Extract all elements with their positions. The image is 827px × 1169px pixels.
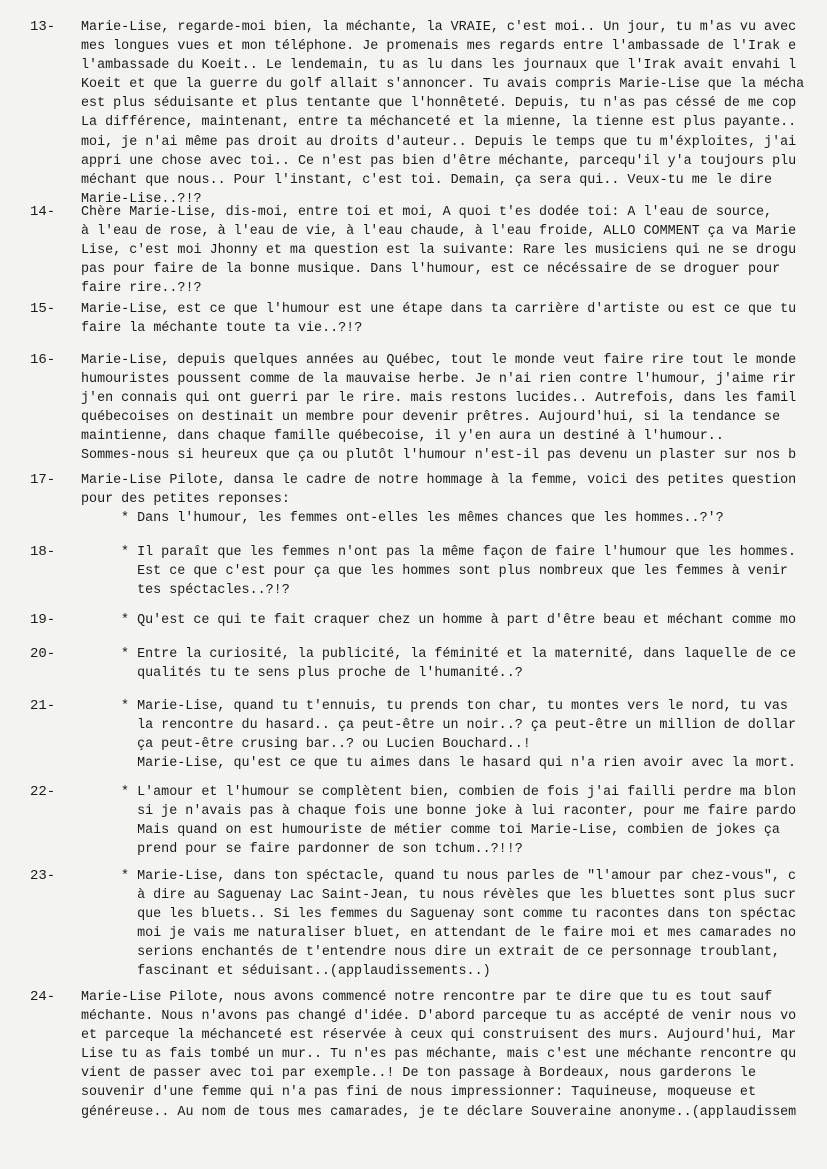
question-text xyxy=(81,203,827,298)
question-number: 24- xyxy=(30,989,56,1005)
text-line: souvenir d'une femme qui n'a pas fini de nous impressionner: Taquineuse, moqueuse et xyxy=(81,1085,756,1101)
text-line: Marie-Lise, regarde-moi bien, la méchante, la VRAIE, c'est moi.. Un jour, tu m'as vu avec xyxy=(81,20,797,35)
text-line: j'en connais qui ont guerri par le rire. mais restons lucides.. Autrefois, dans les famil xyxy=(81,391,797,407)
question-number: 16- xyxy=(30,352,56,368)
question-number: 17- xyxy=(30,472,56,488)
text-line: vient de passer avec toi par exemple..! De ton passage à Bordeaux, nous garderons le xyxy=(81,1066,756,1082)
text-line: que les bluets.. Si les femmes du Saguenay sont comme tu racontes dans ton spéctac xyxy=(121,907,796,923)
text-line: tes spéctacles..?!? xyxy=(121,583,290,599)
text-line: qualités tu te sens plus proche de l'humanité..? xyxy=(121,666,523,682)
text-line: La différence, maintenant, entre ta méchanceté et la mienne, la tienne est plus payante.. xyxy=(81,115,797,131)
text-line: fascinant et séduisant..(applaudissements..) xyxy=(121,964,491,980)
text-line: québecoises on destinait un membre pour devenir prêtres. Aujourd'hui, si la tendance se xyxy=(81,410,781,426)
text-line: humouristes poussent comme de la mauvaise herbe. Je n'ai rien contre l'humour, j'aime rir xyxy=(81,372,797,388)
text-line: Lise, c'est moi Jhonny et ma question est la suivante: Rare les musiciens qui ne se drogu xyxy=(81,243,797,259)
text-line: pour des petites reponses: xyxy=(81,492,290,508)
text-line: Est ce que c'est pour ça que les hommes sont plus nombreux que les femmes à venir xyxy=(121,564,788,580)
question-number: 15- xyxy=(30,301,56,317)
text-line: maintienne, dans chaque famille québecoise, il y'en aura un destiné à l'humour.. xyxy=(81,429,724,445)
text-line: Marie-Lise, qu'est ce que tu aimes dans le hasard qui n'a rien avoir avec la mort. xyxy=(121,756,796,772)
text-line: à l'eau de rose, à l'eau de vie, à l'eau chaude, à l'eau froide, ALLO COMMENT ça va Marie xyxy=(81,224,797,240)
text-line: appri une chose avec toi.. Ce n'est pas bien d'être méchante, parcequ'il y'a toujours plu xyxy=(81,153,797,169)
text-line: mes longues vues et mon téléphone. Je promenais mes regards entre l'ambassade de l'Irak e xyxy=(81,39,797,55)
text-line: moi je vais me naturaliser bluet, en attendant de le faire moi et mes camarades no xyxy=(121,926,796,942)
sub-question-bullet: * Dans l'humour, les femmes ont-elles les mêmes chances que les hommes..?'? xyxy=(121,511,724,526)
question-text xyxy=(121,783,827,859)
text-line: Marie-Lise, depuis quelques années au Québec, tout le monde veut faire rire tout le monde xyxy=(81,353,797,368)
text-line: faire rire..?!? xyxy=(81,281,202,297)
question-number: 18- xyxy=(30,544,56,560)
text-line: Marie-Lise..?!? xyxy=(81,191,202,207)
question-number: 13- xyxy=(30,19,56,35)
question-text xyxy=(121,543,827,600)
question-text xyxy=(81,988,827,1122)
text-line: Lise tu as fais tombé un mur.. Tu n'es pas méchante, mais c'est une méchante rencontre qu xyxy=(81,1047,797,1063)
text-line: * L'amour et l'humour se complètent bien, combien de fois j'ai failli perdre ma blon xyxy=(121,785,796,800)
text-line: * Entre la curiosité, la publicité, la féminité et la maternité, dans laquelle de ce xyxy=(121,647,796,662)
question-number: 21- xyxy=(30,698,56,714)
text-line: * Il paraît que les femmes n'ont pas la même façon de faire l'humour que les hommes. xyxy=(121,545,796,560)
question-number: 20- xyxy=(30,646,56,662)
text-line: méchante. Nous n'avons pas changé d'idée. D'abord parceque tu as accépté de venir nous vo xyxy=(81,1009,797,1025)
text-line: Sommes-nous si heureux que ça ou plutôt l'humour n'est-il pas devenu un plaster sur nos b xyxy=(81,448,797,464)
text-line: Marie-Lise Pilote, dansa le cadre de notre hommage à la femme, voici des petites question xyxy=(81,473,797,488)
text-line: ça peut-être crusing bar..? ou Lucien Bouchard..! xyxy=(121,737,531,753)
question-text xyxy=(81,351,827,466)
text-line: faire la méchante toute ta vie..?!? xyxy=(81,321,363,337)
text-line: pas pour faire de la bonne musique. Dans l'humour, est ce nécéssaire de se droguer pour xyxy=(81,262,781,278)
question-text xyxy=(121,611,827,630)
text-line: est plus séduisante et plus tentante que l'honnêteté. Depuis, tu n'as pas céssé de me cop xyxy=(81,96,797,112)
question-text xyxy=(121,645,827,683)
text-line: Marie-Lise, est ce que l'humour est une étape dans ta carrière d'artiste ou est ce que tu xyxy=(81,302,797,317)
question-text xyxy=(81,18,827,209)
text-line: à dire au Saguenay Lac Saint-Jean, tu nous révèles que les bluettes sont plus sucr xyxy=(121,888,796,904)
question-number: 23- xyxy=(30,868,56,884)
text-line: * Marie-Lise, quand tu t'ennuis, tu prends ton char, tu montes vers le nord, tu vas xyxy=(121,699,788,714)
text-line: Koeit et que la guerre du golf allait s'annoncer. Tu avais compris Marie-Lise que la mécha xyxy=(81,77,805,93)
text-line: généreuse.. Au nom de tous mes camarades, je te déclare Souveraine anonyme..(applaudissem xyxy=(81,1104,797,1120)
text-line: l'ambassade du Koeit.. Le lendemain, tu as lu dans les journaux que l'Irak avait envahi l xyxy=(81,58,797,74)
text-line: et parceque la méchanceté est réservée à ceux qui construisent des murs. Aujourd'hui, Mar xyxy=(81,1028,797,1044)
question-text xyxy=(81,471,827,509)
text-line: méchant que nous.. Pour l'instant, c'est toi. Demain, ça sera qui.. Veux-tu me le dire xyxy=(81,172,773,188)
text-line: la rencontre du hasard.. ça peut-être un noir..? ça peut-être un million de dollar xyxy=(121,718,796,734)
text-line: prend pour se faire pardonner de son tchum..?!!? xyxy=(121,842,523,858)
text-line: * Qu'est ce qui te fait craquer chez un homme à part d'être beau et méchant comme mo xyxy=(121,613,796,628)
question-number: 19- xyxy=(30,612,56,628)
text-line: serions enchantés de t'entendre nous dire un extrait de ce personnage troublant, xyxy=(121,945,780,961)
text-line: si je n'avais pas à chaque fois une bonne joke à lui raconter, pour me faire pardo xyxy=(121,804,796,820)
question-text xyxy=(121,867,827,982)
question-number: 22- xyxy=(30,784,56,800)
text-line: Marie-Lise Pilote, nous avons commencé notre rencontre par te dire que tu es tout sauf xyxy=(81,990,773,1005)
question-number: 14- xyxy=(30,204,56,220)
text-line: Mais quand on est humouriste de métier comme toi Marie-Lise, combien de jokes ça xyxy=(121,823,780,839)
text-line: * Marie-Lise, dans ton spéctacle, quand tu nous parles de "l'amour par chez-vous", c xyxy=(121,869,796,884)
question-text xyxy=(81,300,827,338)
text-line: moi, je n'ai même pas droit au droits d'auteur.. Depuis le temps que tu m'éxploites, j'ai xyxy=(81,134,797,150)
question-text xyxy=(121,697,827,773)
text-line: Chère Marie-Lise, dis-moi, entre toi et moi, A quoi t'es dodée toi: A l'eau de source, xyxy=(81,205,773,220)
